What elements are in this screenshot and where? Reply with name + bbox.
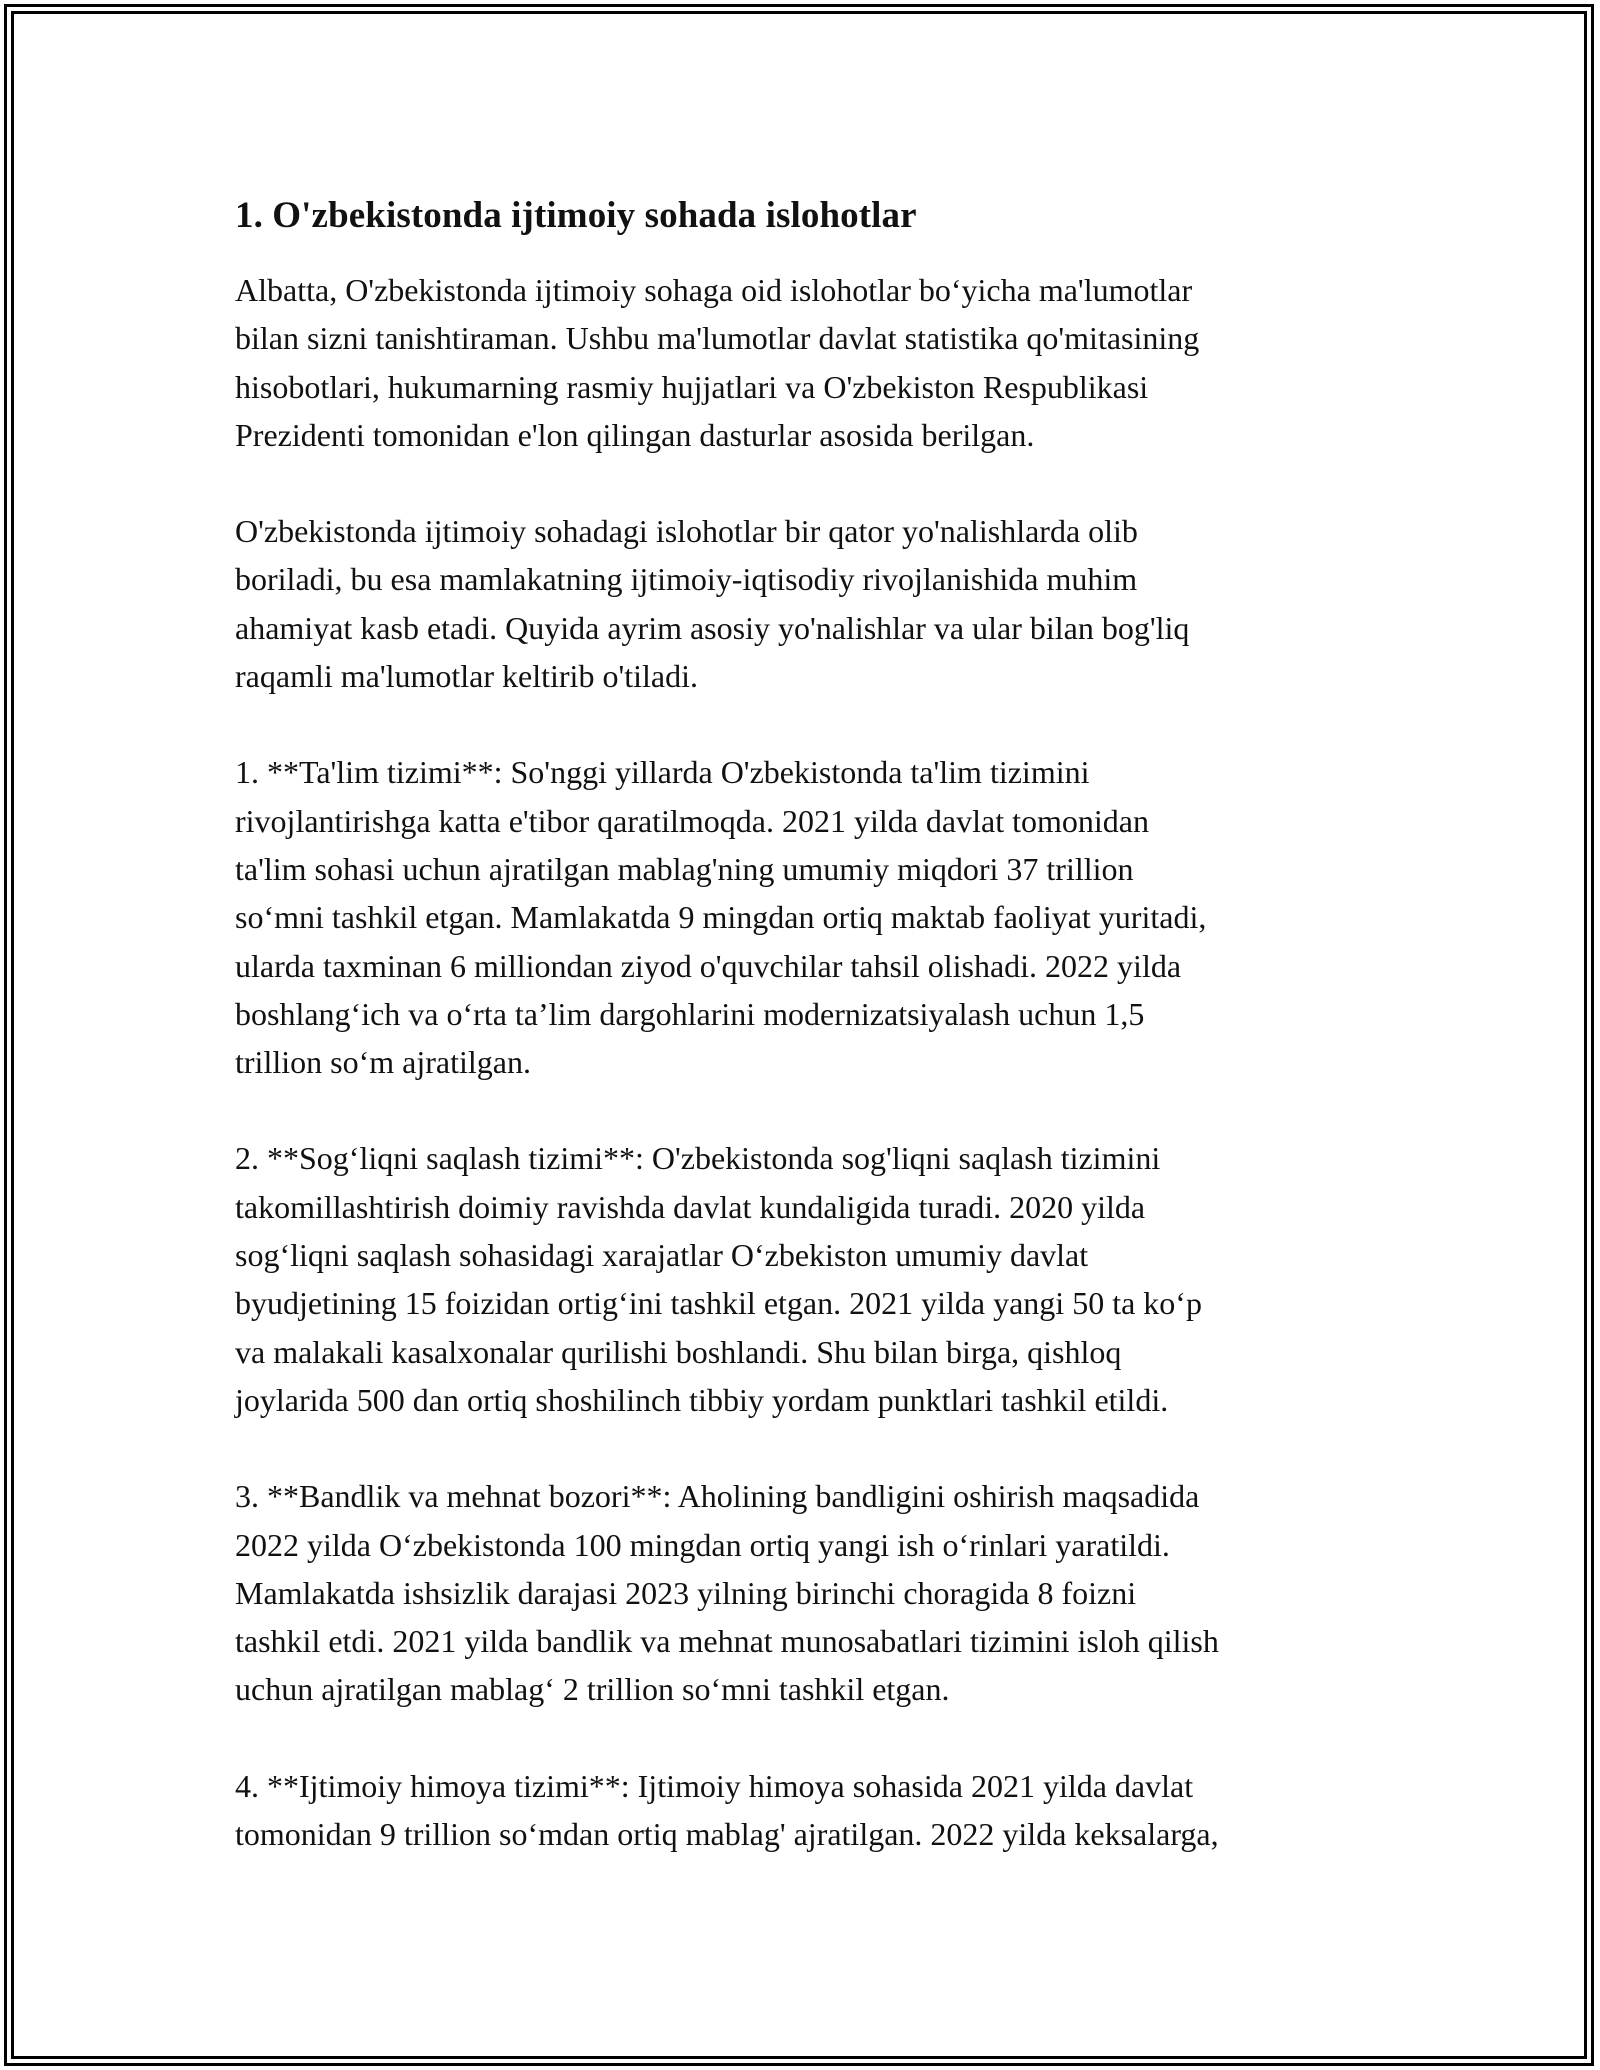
social-protection-paragraph: 4. **Ijtimoiy himoya tizimi**: Ijtimoiy himoya sohasida 2021 yilda davlat tomonidan 9 trillion so‘mdan ortiq mablag' ajratilgan. 2022 yilda keksalarga, bbox=[235, 1767, 1219, 1853]
employment-paragraph: 3. **Bandlik va mehnat bozori**: Aholining bandligini oshirish maqsadida 2022 yilda O‘zbekistonda 100 mingdan ortiq yangi ish o‘rinlari yaratildi. Mamlakatda ishsizlik darajasi 2023 yilning birinchi choragida 8 foizni tashkil etdi. 2021 yilda bandlik va mehnat munosabatlari tizimini isloh qilish uchun ajratilgan mablag‘ 2 trillion so‘mni tashkil etgan. bbox=[235, 1478, 1219, 1708]
overview-paragraph: O'zbekistonda ijtimoiy sohadagi islohotlar bir qator yo'nalishlarda olib boriladi, bu esa mamlakatning ijtimoiy-iqtisodiy rivojlanishida muhim ahamiyat kasb etadi. Quyida ayrim asosiy yo'nalishlar va ular bilan bog'liq raqamli ma'lumotlar keltirib o'tiladi. bbox=[235, 513, 1190, 695]
document-body bbox=[235, 188, 1385, 1906]
healthcare-paragraph: 2. **Sog‘liqni saqlash tizimi**: O'zbekistonda sog'liqni saqlash tizimini takomillashtirish doimiy ravishda davlat kundaligida turadi. 2020 yilda sog‘liqni saqlash sohasidagi xarajatlar O‘zbekiston umumiy davlat byudjetining 15 foizidan ortig‘ini tashkil etgan. 2021 yilda yangi 50 ta ko‘p va malakali kasalxonalar qurilishi boshlandi. Shu bilan birga, qishloq joylarida 500 dan ortiq shoshilinch tibbiy yordam punktlari tashkil etildi. bbox=[235, 1140, 1202, 1418]
intro-paragraph: Albatta, O'zbekistonda ijtimoiy sohaga oid islohotlar bo‘yicha ma'lumotlar bilan sizni tanishtiraman. Ushbu ma'lumotlar davlat statistika qo'mitasining hisobotlari, hukumarning rasmiy hujjatlari va O'zbekiston Respublikasi Prezidenti tomonidan e'lon qilingan dasturlar asosida berilgan. bbox=[235, 272, 1200, 453]
section-heading: 1. O'zbekistonda ijtimoiy sohada islohotlar bbox=[235, 195, 917, 236]
education-paragraph: 1. **Ta'lim tizimi**: So'nggi yillarda O'zbekistonda ta'lim tizimini rivojlantirishga katta e'tibor qaratilmoqda. 2021 yilda davlat tomonidan ta'lim sohasi uchun ajratilgan mablag'ning umumiy miqdori 37 trillion so‘mni tashkil etgan. Mamlakatda 9 mingdan ortiq maktab faoliyat yuritadi, ularda taxminan 6 milliondan ziyod o'quvchilar tahsil olishadi. 2022 yilda boshlang‘ich va o‘rta ta’lim dargohlarini modernizatsiyalash uchun 1,5 trillion so‘m ajratilgan. bbox=[235, 754, 1207, 1081]
